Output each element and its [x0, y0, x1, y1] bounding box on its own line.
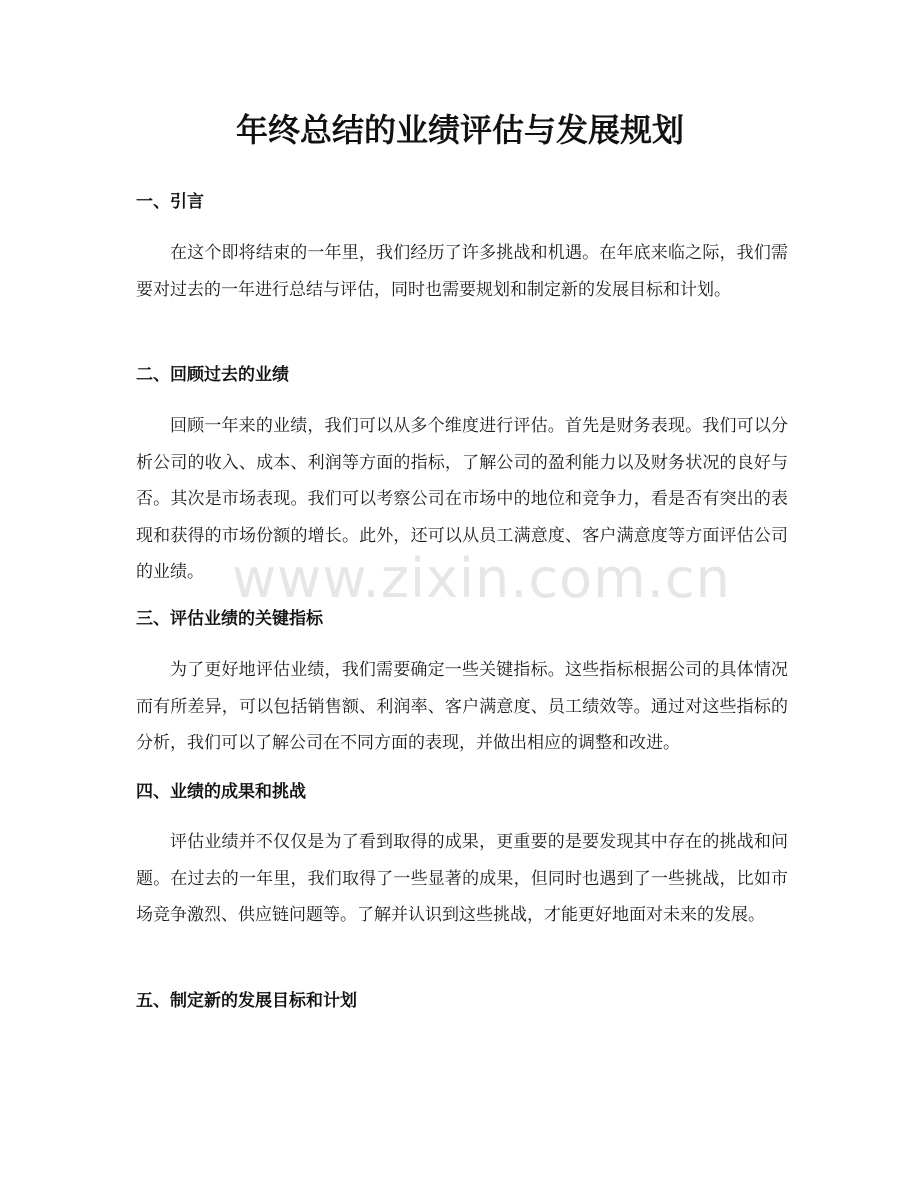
section-heading-review: 二、回顾过去的业绩 [136, 365, 289, 385]
section-heading-results: 四、业绩的成果和挑战 [136, 782, 306, 802]
section-heading-intro: 一、引言 [136, 192, 204, 212]
page-title: 年终总结的业绩评估与发展规划 [235, 111, 684, 149]
section-heading-plan: 五、制定新的发展目标和计划 [136, 991, 357, 1011]
watermark: www.zixin.com.cn [232, 547, 731, 610]
section-paragraph-intro: 在这个即将结束的一年里，我们经历了许多挑战和机遇。在年底来临之际，我们需要对过去的一年进行总结与评估，同时也需要规划和制定新的发展目标和计划。 [136, 243, 788, 300]
section-paragraph-review: 回顾一年来的业绩，我们可以从多个维度进行评估。首先是财务表现。我们可以分析公司的收入、成本、利润等方面的指标，了解公司的盈利能力以及财务状况的良好与否。其次是市场表现。我们可以考察公司在市场中的地位和竞争力，看是否有突出的表现和获得的市场份额的增长。此外，还可以从员工满意度、客户满意度等方面评估公司的业绩。 [136, 416, 788, 582]
section-paragraph-metrics: 为了更好地评估业绩，我们需要确定一些关键指标。这些指标根据公司的具体情况而有所差异，可以包括销售额、利润率、客户满意度、员工绩效等。通过对这些指标的分析，我们可以了解公司在不同方面的表现，并做出相应的调整和改进。 [136, 660, 788, 753]
section-heading-metrics: 三、评估业绩的关键指标 [136, 609, 323, 629]
section-paragraph-results: 评估业绩并不仅仅是为了看到取得的成果，更重要的是要发现其中存在的挑战和问题。在过去的一年里，我们取得了一些显著的成果，但同时也遇到了一些挑战，比如市场竞争激烈、供应链问题等。了解并认识到这些挑战，才能更好地面对未来的发展。 [136, 832, 788, 925]
